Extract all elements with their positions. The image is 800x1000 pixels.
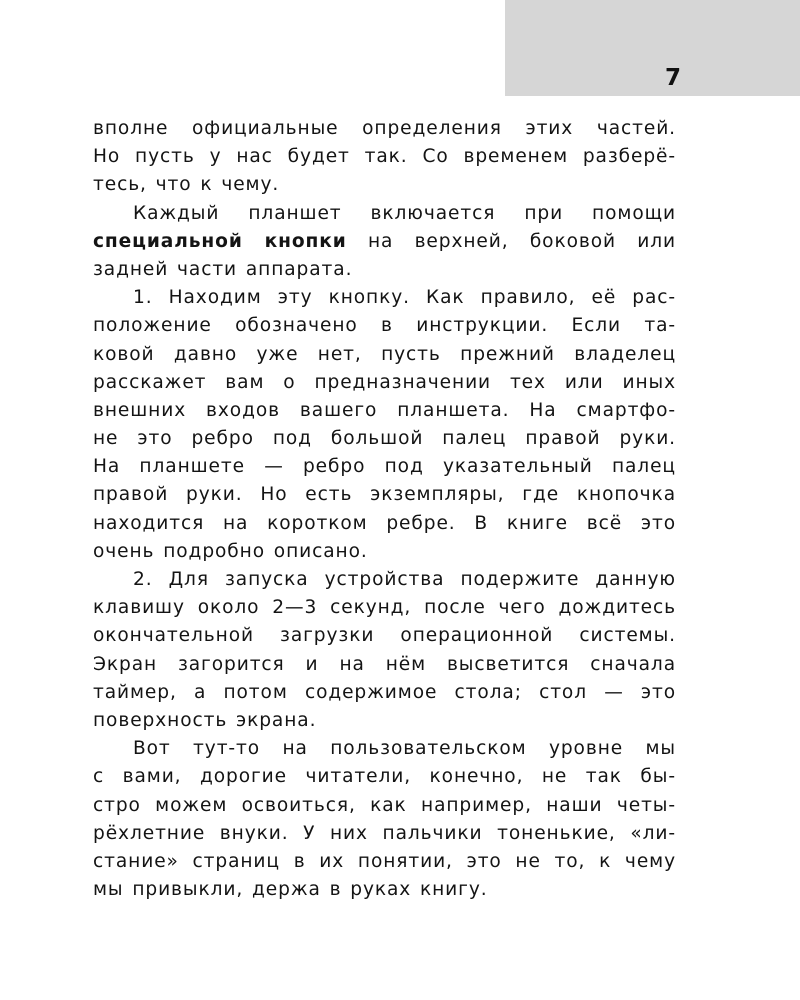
text-line: 1. Находим эту кнопку. Как правило, её рас- <box>133 287 676 309</box>
text-line: расскажет вам о предназначении тех или иных <box>93 371 676 393</box>
paragraph-4 <box>93 566 676 735</box>
text-line: поверхность экрана. <box>93 709 317 731</box>
bold-phrase: специальной кнопки <box>93 230 347 252</box>
text-line <box>93 228 676 256</box>
text-line: не это ребро под большой палец правой руки. <box>93 428 676 450</box>
page-number: 7 <box>664 65 681 91</box>
text-line: таймер, а потом содержимое стола; стол — это <box>93 681 676 703</box>
text-line: правой руки. Но есть экземпляры, где кнопочка <box>93 484 676 506</box>
text-line: клавишу около 2—3 секунд, после чего дождитесь <box>93 597 676 619</box>
text-line: Экран загорится и на нём высветится сначала <box>93 653 676 675</box>
text-line: Вот тут-то на пользовательском уровне мы <box>133 738 676 760</box>
paragraph-3 <box>93 284 676 566</box>
page-number-box <box>505 0 800 96</box>
text-line: стро можем освоиться, как например, наши четы- <box>93 794 676 816</box>
text-line: задней части аппарата. <box>93 258 353 280</box>
text-line: мы привыкли, держа в руках книгу. <box>93 879 488 901</box>
text-line: Каждый планшет включается при помощи <box>133 202 676 224</box>
text-line: рёхлетние внуки. У них пальчики тоненькие, «ли- <box>93 822 676 844</box>
text-line: окончательной загрузки операционной системы. <box>93 625 676 647</box>
text-line: 2. Для запуска устройства подержите данную <box>133 569 676 590</box>
text-line: очень подробно описано. <box>93 540 368 562</box>
text-line: тесь, что к чему. <box>93 174 280 196</box>
text-line: вполне официальные определения этих частей. <box>93 118 676 139</box>
paragraph-1 <box>93 115 676 200</box>
body-text <box>93 115 676 904</box>
text-line: внешних входов вашего планшета. На смартфо- <box>93 399 676 421</box>
text-fragment: на верхней, боковой или <box>346 230 676 252</box>
text-line: Но пусть у нас будет так. Со временем разберё- <box>93 146 676 168</box>
text-line: стание» страниц в их понятии, это не то, к чему <box>93 850 676 872</box>
text-line: положение обозначено в инструкции. Если та- <box>93 315 676 337</box>
text-line: ковой давно уже нет, пусть прежний владелец <box>93 343 676 365</box>
paragraph-5 <box>93 735 676 904</box>
text-line: На планшете — ребро под указательный палец <box>93 456 676 478</box>
paragraph-2 <box>93 200 676 285</box>
text-line: с вами, дорогие читатели, конечно, не так бы- <box>93 766 676 788</box>
text-line: находится на коротком ребре. В книге всё это <box>93 512 676 534</box>
